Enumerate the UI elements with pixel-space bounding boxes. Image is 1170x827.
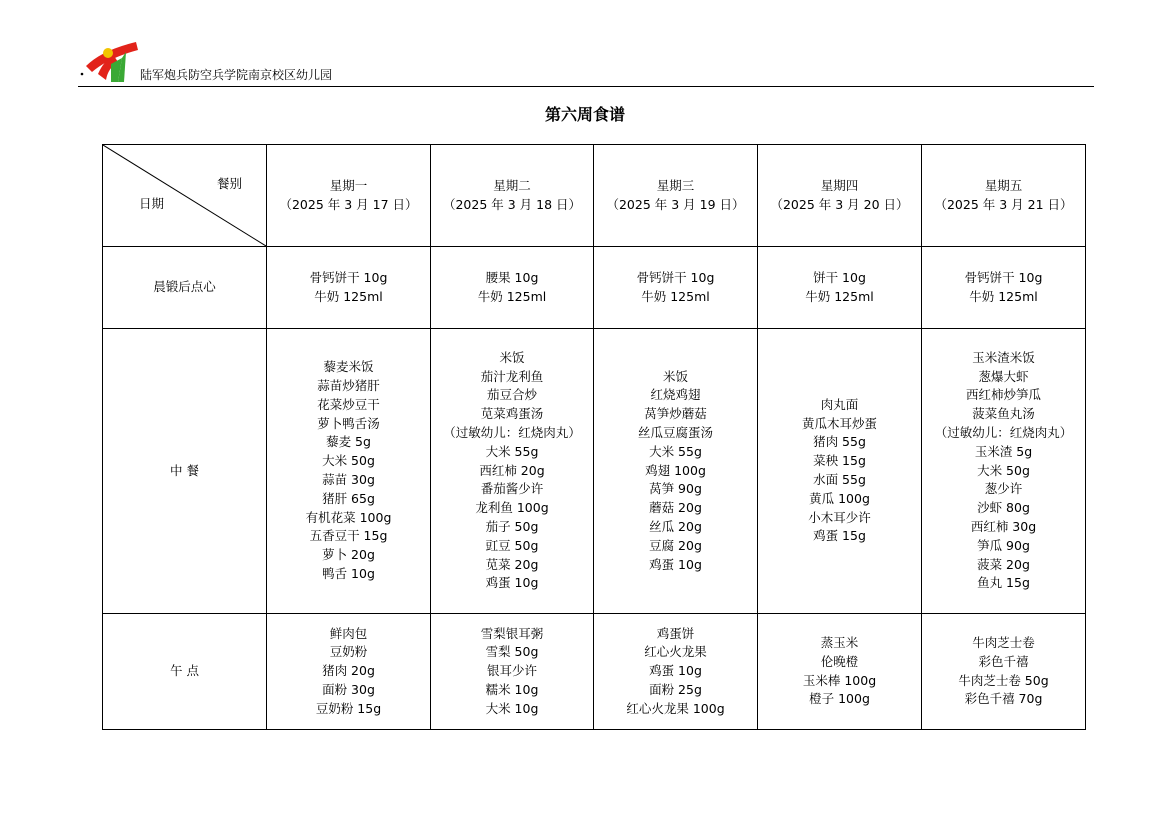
menu-line: 面粉 30g	[322, 681, 375, 697]
menu-cell	[758, 614, 922, 730]
menu-line: 银耳少许	[486, 663, 537, 679]
menu-cell	[758, 247, 922, 329]
menu-line: 鱼丸 15g	[977, 575, 1030, 591]
menu-line: 大米 10g	[485, 700, 539, 716]
row-label: 中 餐	[103, 329, 267, 614]
menu-line: 彩色千禧	[978, 653, 1029, 669]
menu-line: 大米 50g	[322, 453, 375, 469]
menu-line: 西红柿 30g	[970, 518, 1037, 534]
menu-line: 藜麦米饭	[323, 359, 374, 375]
menu-line: 蘑菇 20g	[649, 500, 702, 516]
menu-line: 红烧鸡翅	[650, 387, 701, 403]
day-date: （2025 年 3 月 20 日）	[770, 196, 909, 212]
lunch-row	[103, 329, 1086, 614]
menu-line: 猪肝 65g	[322, 490, 375, 506]
menu-line: 黄瓜 100g	[809, 490, 870, 506]
menu-line: 菜秧 15g	[813, 453, 866, 469]
menu-line: 鸡蛋饼	[656, 625, 695, 641]
menu-line: 小木耳少许	[808, 509, 871, 525]
menu-line: 玉米渣米饭	[972, 349, 1035, 365]
weekly-menu-table	[102, 144, 1086, 730]
menu-cell	[922, 329, 1086, 614]
menu-line: 面粉 25g	[649, 681, 702, 697]
menu-line: 肉丸面	[820, 396, 859, 412]
day-name: 星期四	[820, 177, 859, 193]
day-name: 星期二	[493, 177, 531, 193]
menu-line: 葱爆大虾	[978, 368, 1029, 384]
menu-line: 鸡蛋 10g	[485, 575, 539, 591]
menu-line: 牛奶 125ml	[477, 288, 547, 304]
day-header	[758, 145, 922, 247]
menu-line: 猪肉 20g	[322, 663, 375, 679]
menu-cell	[594, 614, 758, 730]
day-header	[922, 145, 1086, 247]
menu-line: 鸭舌 10g	[322, 565, 375, 581]
menu-line: 莴笋炒蘑菇	[644, 406, 707, 422]
menu-line: 葱少许	[984, 481, 1023, 497]
header-divider	[78, 86, 1094, 87]
menu-line: 莴笋 90g	[649, 481, 702, 497]
menu-line: 红心火龙果	[644, 644, 707, 660]
menu-line: 牛奶 125ml	[805, 288, 874, 304]
menu-line: 玉米棒 100g	[802, 672, 877, 688]
day-name: 星期三	[656, 177, 695, 193]
menu-line: 骨钙饼干 10g	[964, 269, 1043, 285]
menu-line: 鸡蛋 10g	[649, 663, 702, 679]
menu-line: 苋菜 20g	[485, 556, 539, 572]
menu-line: 鸡蛋 15g	[813, 528, 866, 544]
menu-line: （过敏幼儿：红烧肉丸）	[934, 425, 1073, 440]
menu-line: 大米 55g	[485, 443, 539, 459]
day-header	[594, 145, 758, 247]
afternoon-snack-row	[103, 614, 1086, 730]
diagonal-divider	[103, 145, 266, 246]
menu-line: 豆奶粉	[329, 644, 368, 660]
date-label: 日期	[139, 196, 165, 211]
day-date: （2025 年 3 月 19 日）	[606, 196, 745, 212]
menu-line: 鸡翅 100g	[645, 462, 706, 478]
menu-line: 猪肉 55g	[813, 434, 866, 450]
day-header	[267, 145, 431, 247]
menu-line: 有机花菜 100g	[305, 509, 392, 525]
menu-line: 大米 50g	[977, 462, 1030, 478]
menu-cell	[922, 614, 1086, 730]
corner-cell	[103, 145, 267, 247]
morning-snack-row	[103, 247, 1086, 329]
menu-line: 藜麦 5g	[326, 434, 371, 450]
menu-line: 米饭	[662, 368, 688, 384]
menu-line: 腰果 10g	[485, 269, 539, 285]
menu-line: 西红柿 20g	[479, 462, 545, 478]
document-header	[78, 38, 1094, 88]
menu-line: 彩色千禧 70g	[964, 691, 1043, 707]
menu-line: 饼干 10g	[813, 269, 866, 285]
menu-line: 蒜苗 30g	[322, 472, 375, 487]
menu-line: 笋瓜 90g	[977, 537, 1030, 553]
menu-line: 牛奶 125ml	[314, 288, 383, 304]
page-title: 第六周食谱	[544, 105, 625, 124]
row-label: 午 点	[103, 614, 267, 730]
menu-line: 茄子 50g	[485, 518, 539, 534]
menu-line: 大米 55g	[649, 443, 702, 459]
menu-line: 骨钙饼干 10g	[309, 269, 388, 285]
menu-line: 豆奶粉 15g	[315, 700, 382, 716]
menu-cell	[594, 329, 758, 614]
menu-line: 橙子 100g	[809, 691, 870, 707]
menu-line: 雪梨银耳粥	[480, 625, 544, 641]
menu-line: 雪梨 50g	[485, 644, 539, 660]
meal-type-label: 餐别	[216, 176, 242, 191]
menu-line: 鲜肉包	[329, 625, 368, 641]
menu-line: 蒸玉米	[820, 634, 859, 650]
menu-line: 伦晚橙	[820, 653, 859, 669]
menu-cell	[594, 247, 758, 329]
menu-cell	[267, 247, 431, 329]
menu-cell	[922, 247, 1086, 329]
menu-line: 西红柿炒笋瓜	[965, 387, 1041, 403]
menu-line: 黄瓜木耳炒蛋	[801, 415, 877, 431]
menu-line: 番茄酱少许	[480, 481, 544, 497]
menu-line: 龙利鱼 100g	[475, 500, 549, 516]
menu-cell	[431, 614, 594, 730]
menu-line: 牛奶 125ml	[641, 288, 710, 304]
menu-line: 牛肉芝士卷	[972, 634, 1035, 650]
menu-line: 豇豆 50g	[485, 537, 539, 553]
menu-line: 菠菜鱼丸汤	[972, 406, 1035, 422]
menu-line: 花菜炒豆干	[317, 396, 380, 412]
menu-line: 红心火龙果 100g	[626, 700, 725, 716]
menu-line: 牛肉芝士卷 50g	[958, 672, 1049, 688]
row-label: 晨锻后点心	[103, 247, 267, 329]
org-name: 陆军炮兵防空兵学院南京校区幼儿园	[140, 68, 333, 82]
menu-line: 丝瓜豆腐蛋汤	[637, 425, 713, 440]
menu-cell	[431, 247, 594, 329]
menu-line: 沙虾 80g	[977, 500, 1030, 516]
menu-line: （过敏幼儿：红烧肉丸）	[443, 425, 581, 440]
menu-line: 糯米 10g	[485, 681, 539, 697]
menu-line: 骨钙饼干 10g	[636, 269, 715, 285]
menu-line: 牛奶 125ml	[969, 288, 1038, 304]
menu-cell	[267, 614, 431, 730]
menu-line: 丝瓜 20g	[649, 518, 702, 534]
menu-cell	[267, 329, 431, 614]
menu-line: 玉米渣 5g	[974, 443, 1033, 459]
menu-line: 水面 55g	[813, 472, 866, 487]
day-date: （2025 年 3 月 18 日）	[442, 196, 582, 212]
menu-line: 茄豆合炒	[486, 387, 537, 403]
menu-line: 萝卜鸭舌汤	[317, 415, 380, 431]
menu-cell	[431, 329, 594, 614]
menu-line: 豆腐 20g	[649, 537, 702, 553]
menu-line: 苋菜鸡蛋汤	[480, 406, 544, 422]
day-name: 星期一	[329, 177, 368, 193]
day-date: （2025 年 3 月 17 日）	[279, 196, 418, 212]
day-header	[431, 145, 594, 247]
menu-line: 菠菜 20g	[977, 556, 1030, 572]
menu-line: 萝卜 20g	[322, 547, 375, 563]
menu-cell	[758, 329, 922, 614]
menu-line: 鸡蛋 10g	[649, 556, 702, 572]
kindergarten-logo-icon	[78, 38, 140, 84]
menu-line: 茄汁龙利鱼	[480, 368, 544, 384]
menu-line: 米饭	[499, 349, 525, 365]
menu-line: 蒜苗炒猪肝	[317, 378, 380, 394]
menu-line: 五香豆干 15g	[309, 528, 388, 544]
day-name: 星期五	[984, 177, 1023, 193]
table-header-row	[103, 145, 1086, 247]
day-date: （2025 年 3 月 21 日）	[934, 196, 1073, 212]
